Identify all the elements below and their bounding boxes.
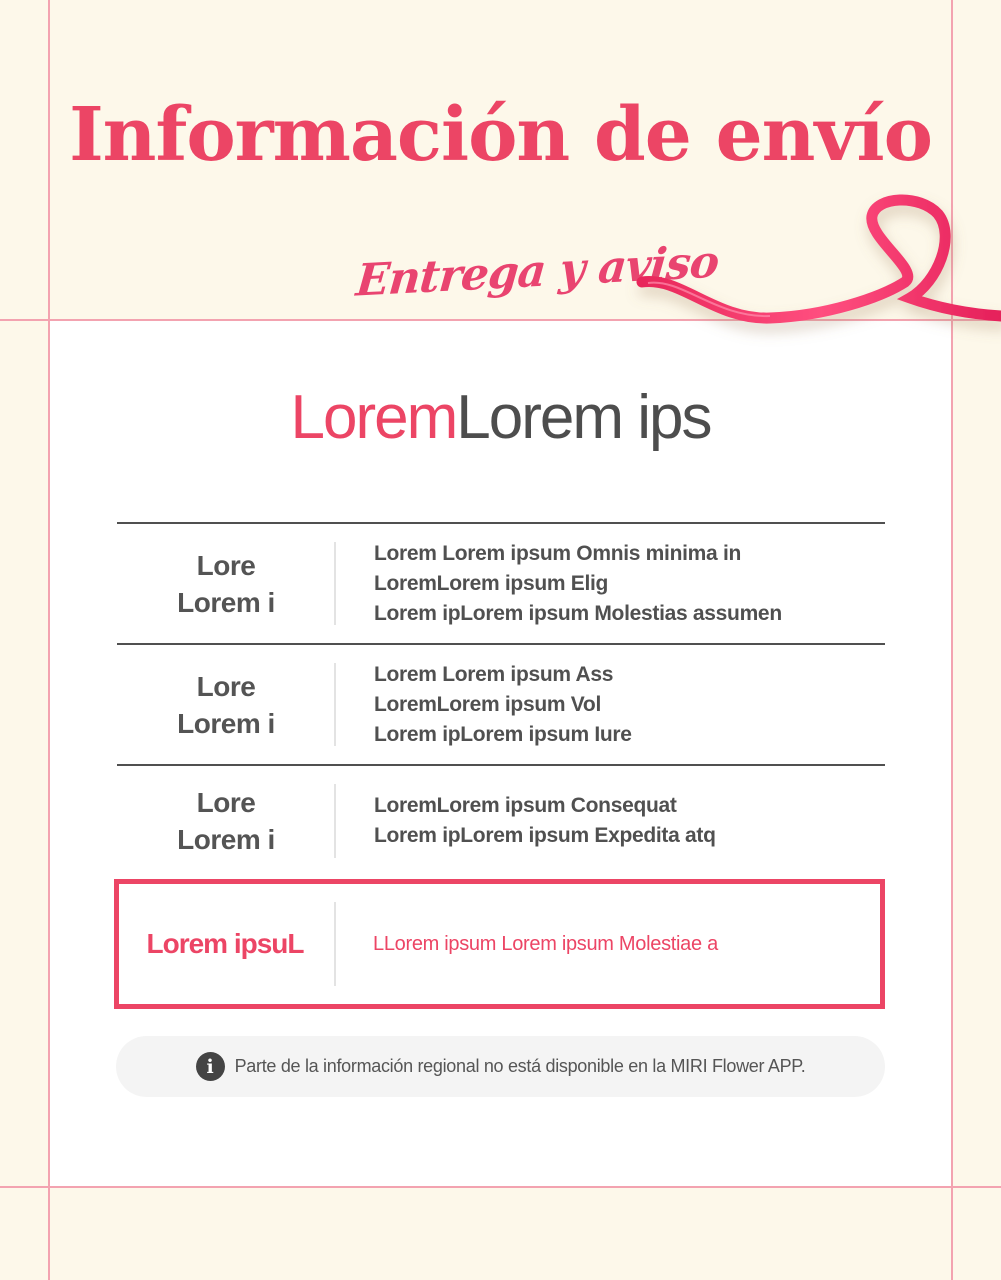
table-row xyxy=(117,643,885,764)
row-detail-line: LoremLorem ipsum Vol xyxy=(374,692,601,716)
row-label xyxy=(117,547,335,621)
highlight-row xyxy=(114,879,885,1009)
row-detail-line: Lorem ipLorem ipsum Molestias assumen xyxy=(374,601,782,625)
row-label-line: Lore xyxy=(196,670,256,702)
section-heading-accent: Lorem xyxy=(290,383,457,452)
section-heading xyxy=(49,382,952,453)
row-details xyxy=(335,660,632,750)
shipping-info-table xyxy=(117,522,885,876)
guide-line-left xyxy=(48,0,50,1280)
row-detail-line: LoremLorem ipsum Elig xyxy=(374,571,609,595)
row-details xyxy=(335,539,782,629)
row-divider xyxy=(334,663,336,746)
guide-line-bottom xyxy=(0,1186,1001,1188)
row-divider xyxy=(334,542,336,625)
notice-text: Parte de la información regional no está disponible en la MIRI Flower APP. xyxy=(234,1056,806,1076)
row-divider xyxy=(334,784,336,858)
row-label-line: Lorem i xyxy=(177,586,275,618)
regional-notice xyxy=(116,1036,885,1097)
row-label-line: Lorem i xyxy=(177,824,275,855)
section-heading-rest: Lorem ips xyxy=(456,383,711,452)
row-details xyxy=(335,791,716,851)
page-title: Información de envío xyxy=(69,92,932,178)
table-row xyxy=(117,764,885,876)
row-detail-line: Lorem Lorem ipsum Omnis minima in xyxy=(374,541,742,565)
row-label xyxy=(117,668,335,742)
row-detail-line: Lorem ipLorem ipsum Iure xyxy=(374,722,632,746)
row-label xyxy=(117,784,335,858)
table-row xyxy=(117,522,885,643)
ribbon-decoration xyxy=(620,190,1001,350)
row-detail-line: Lorem ipLorem ipsum Expedita atq xyxy=(374,824,716,847)
row-label-line: Lorem i xyxy=(177,707,275,739)
highlight-text: LLorem ipsum Lorem ipsum Molestiae a xyxy=(373,932,718,955)
info-icon: i xyxy=(196,1052,225,1081)
highlight-divider xyxy=(334,902,336,986)
row-detail-line: Lorem Lorem ipsum Ass xyxy=(374,662,614,686)
row-label-line: Lore xyxy=(196,549,256,581)
row-detail-line: LoremLorem ipsum Consequat xyxy=(374,794,677,817)
page-subtitle: Entrega y aviso xyxy=(354,236,721,307)
highlight-label: Lorem ipsuL xyxy=(146,928,304,959)
row-label-line: Lore xyxy=(196,787,256,818)
